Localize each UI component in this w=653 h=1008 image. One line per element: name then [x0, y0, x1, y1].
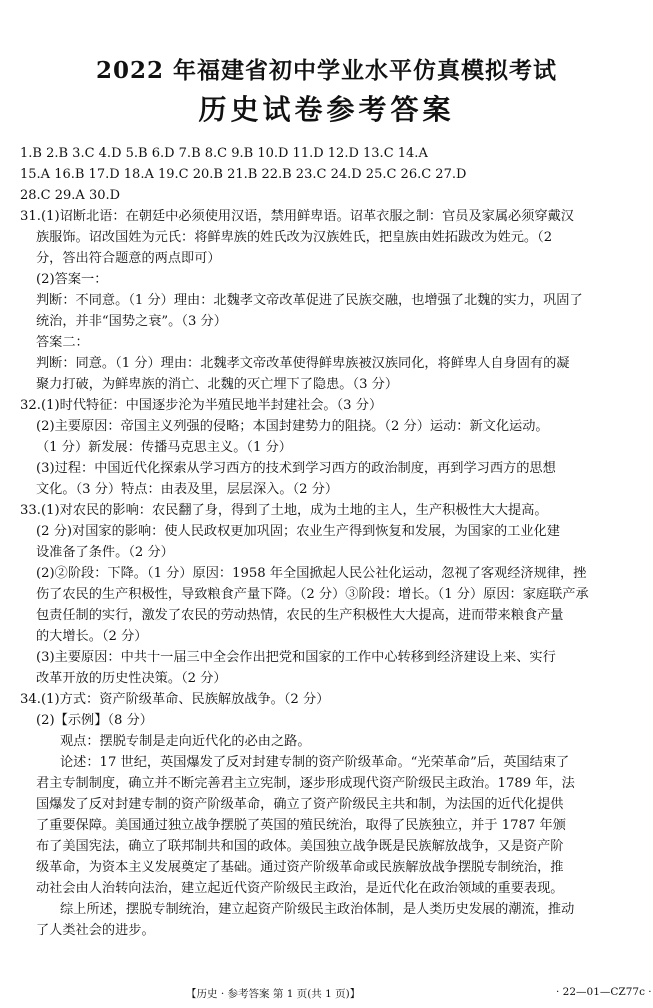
answer-line: （1 分）新发展：传播马克思主义。（1 分）: [36, 440, 292, 455]
answer-line: 级革命，为资本主义发展奠定了基础。通过资产阶级革命或民族解放战争摆脱专制统治，推: [36, 860, 564, 875]
answer-line: 答案二：: [36, 335, 89, 350]
answer-line: (2)答案一：: [36, 272, 108, 287]
answer-line: 伤了农民的生产积极性，导致粮食产量下降。（2 分）③阶段：增长。（1 分）原因：家庭联产承: [36, 587, 589, 602]
answer-line: 观点：摆脱专制是走向近代化的必由之路。: [60, 734, 311, 749]
answer-line: 综上所述，摆脱专制统治，建立起资产阶级民主政治体制，是人类历史发展的潮流，推动: [60, 902, 575, 917]
answer-line: 族服饰。诏改国姓为元氏：将鲜卑族的姓氏改为汉族姓氏，把皇族由姓拓跋改为姓元。（2: [36, 230, 553, 245]
answer-line: (3)过程：中国近代化探索从学习西方的技术到学习西方的政治制度，再到学习西方的思想: [36, 461, 556, 476]
answer-line: (3)主要原因：中共十一届三中全会作出把党和国家的工作中心转移到经济建设上来、实行: [36, 650, 556, 665]
exam-subtitle: 历史试卷参考答案: [198, 93, 455, 126]
answer-line: 了重要保障。美国通过独立战争摆脱了英国的殖民统治，取得了民族独立，并于 1787 年颁: [36, 818, 566, 833]
answer-line: 改革开放的历史性决策。（2 分）: [36, 671, 227, 686]
answer-line: 聚力打破，为鲜卑族的消亡、北魏的灭亡埋下了隐患。（3 分）: [36, 377, 399, 392]
answer-line: 包责任制的实行，激发了农民的劳动热情，农民的生产积极性大大提高，进而带来粮食产量: [36, 608, 564, 623]
answer-line: (2)主要原因：帝国主义列强的侵略；本国封建势力的阻挠。（2 分）运动：新文化运动。: [36, 419, 549, 434]
answer-line: 34.(1)方式：资产阶级革命、民族解放战争。（2 分）: [20, 692, 330, 707]
answer-line: 动社会由人治转向法治，建立起近代资产阶级民主政治，是近代化在政治领域的重要表现。: [36, 881, 564, 896]
mc-answers-row-2: 15.A 16.B 17.D 18.A 19.C 20.B 21.B 22.B 23.C 24.D 25.C 26.C 27.D: [20, 167, 467, 182]
answer-line: 文化。（3 分）特点：由表及里，层层深入。（2 分）: [36, 482, 339, 497]
answer-line: (2 分)对国家的影响：使人民政权更加巩固；农业生产得到恢复和发展，为国家的工业化建: [36, 524, 560, 539]
answer-line: 31.(1)诏断北语：在朝廷中必须使用汉语，禁用鲜卑语。诏革衣服之制：官员及家属必须穿戴汉: [20, 209, 574, 224]
answer-line: (2)【示例】（8 分）: [36, 713, 153, 728]
answer-line: 统治，并非“国势之衰”。（3 分）: [36, 314, 227, 329]
answer-line: 设准备了条件。（2 分）: [36, 545, 174, 560]
answer-line: 国爆发了反对封建专制的资产阶级革命，确立了资产阶级民主共和制，为法国的近代化提供: [36, 797, 564, 812]
answer-line: 布了美国宪法，确立了联邦制共和国的政体。美国独立战争既是民族解放战争，又是资产阶: [36, 839, 564, 854]
mc-answers-row-1: 1.B 2.B 3.C 4.D 5.B 6.D 7.B 8.C 9.B 10.D 11.D 12.D 13.C 14.A: [20, 146, 428, 161]
answer-line: 分，答出符合题意的两点即可）: [36, 251, 221, 266]
answer-line: 君主专制制度，确立并不断完善君主立宪制，逐步形成现代资产阶级民主政治。1789 年，法: [36, 776, 575, 791]
answer-line: 的大增长。（2 分）: [36, 629, 148, 644]
mc-answers-row-3: 28.C 29.A 30.D: [20, 188, 121, 203]
answer-line: 了人类社会的进步。: [36, 923, 155, 938]
answer-line: 33.(1)对农民的影响：农民翻了身，得到了土地，成为土地的主人，生产积极性大大提高。: [20, 503, 548, 518]
answer-line: 判断：同意。（1 分）理由：北魏孝文帝改革使得鲜卑族被汉族同化，将鲜卑人自身固有的凝: [36, 356, 570, 371]
answer-line: 32.(1)时代特征：中国逐步沦为半殖民地半封建社会。（3 分）: [20, 398, 383, 413]
exam-title: 2022 年福建省初中学业水平仿真模拟考试: [95, 57, 558, 84]
page-footer-label: 【历史 · 参考答案 第 1 页(共 1 页)】: [186, 988, 361, 1000]
page-footer-code: · 22—01—CZ77c ·: [556, 986, 652, 998]
answer-line: (2)②阶段：下降。（1 分）原因：1958 年全国掀起人民公社化运动，忽视了客观经济规律，挫: [36, 566, 587, 581]
answer-line: 论述：17 世纪，英国爆发了反对封建专制的资产阶级革命。“光荣革命”后，英国结束了: [60, 755, 570, 770]
answer-line: 判断：不同意。（1 分）理由：北魏孝文帝改革促进了民族交融，也增强了北魏的实力，巩固了: [36, 293, 583, 308]
